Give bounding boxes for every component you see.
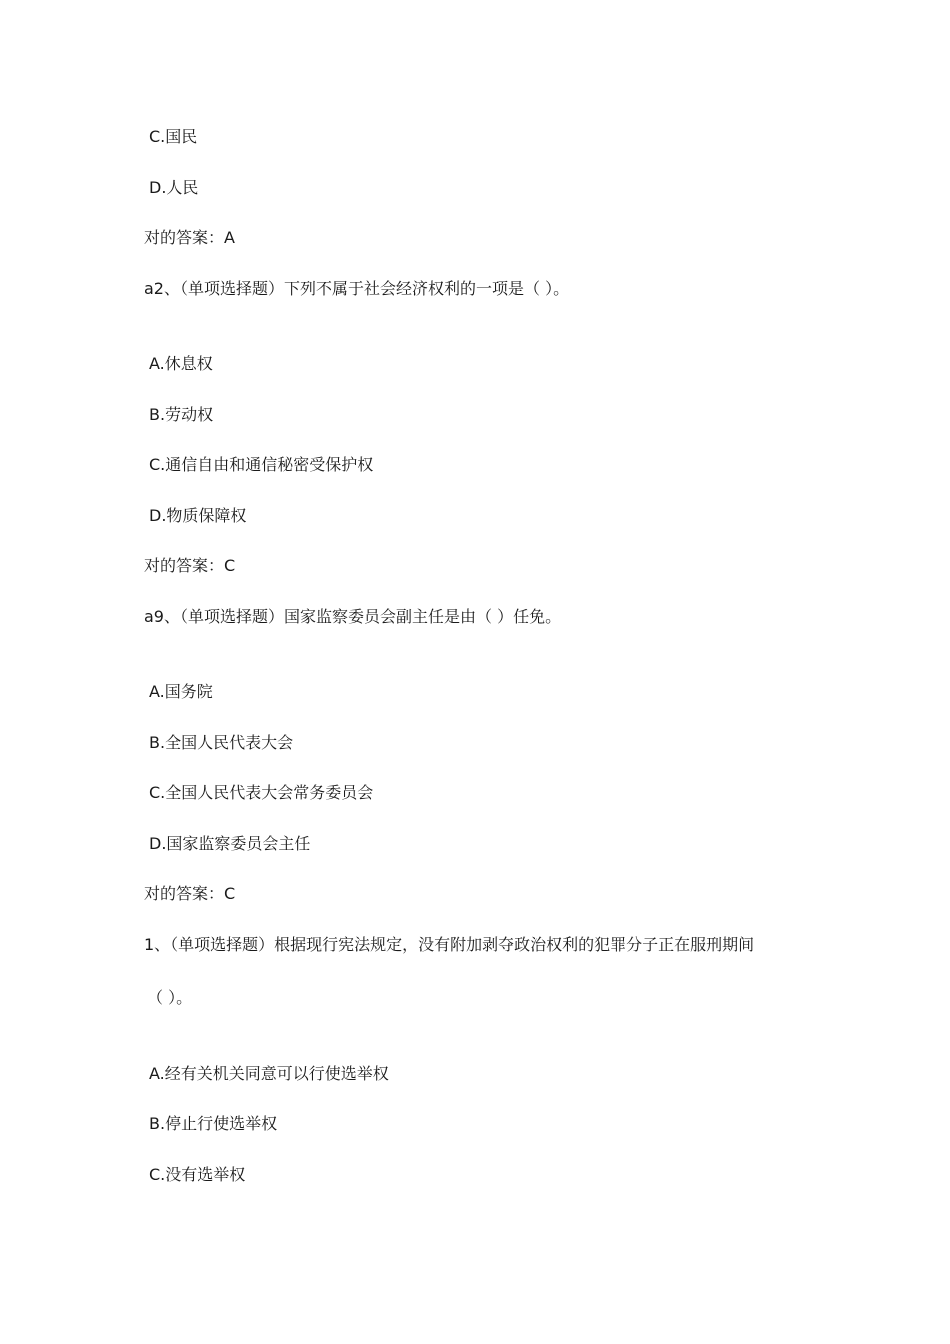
option-c: C.通信自由和通信秘密受保护权 [149, 455, 374, 474]
option-d: D.物质保障权 [149, 506, 247, 525]
option-c: C.全国人民代表大会常务委员会 [149, 783, 374, 802]
option-a: A.经有关机关同意可以行使选举权 [149, 1064, 389, 1083]
option-a: A.国务院 [149, 682, 213, 701]
option-c: C.国民 [149, 127, 198, 146]
option-b: B.全国人民代表大会 [149, 733, 294, 752]
question-stem: a2、（单项选择题）下列不属于社会经济权利的一项是（ ）。 [144, 279, 570, 298]
answer-line: 对的答案：C [144, 884, 236, 903]
option-d: D.国家监察委员会主任 [149, 834, 311, 853]
option-b: B.劳动权 [149, 405, 214, 424]
option-d: D.人民 [149, 178, 199, 197]
question-stem: a9、（单项选择题）国家监察委员会副主任是由（ ）任免。 [144, 607, 562, 626]
option-c: C.没有选举权 [149, 1165, 246, 1184]
answer-line: 对的答案：C [144, 556, 236, 575]
answer-line: 对的答案：A [144, 228, 235, 247]
option-b: B.停止行使选举权 [149, 1114, 278, 1133]
question-stem: 1、（单项选择题）根据现行宪法规定，没有附加剥夺政治权利的犯罪分子正在服刑期间 [144, 935, 755, 954]
option-a: A.休息权 [149, 354, 213, 373]
question-stem-continuation: （ ）。 [147, 988, 193, 1007]
